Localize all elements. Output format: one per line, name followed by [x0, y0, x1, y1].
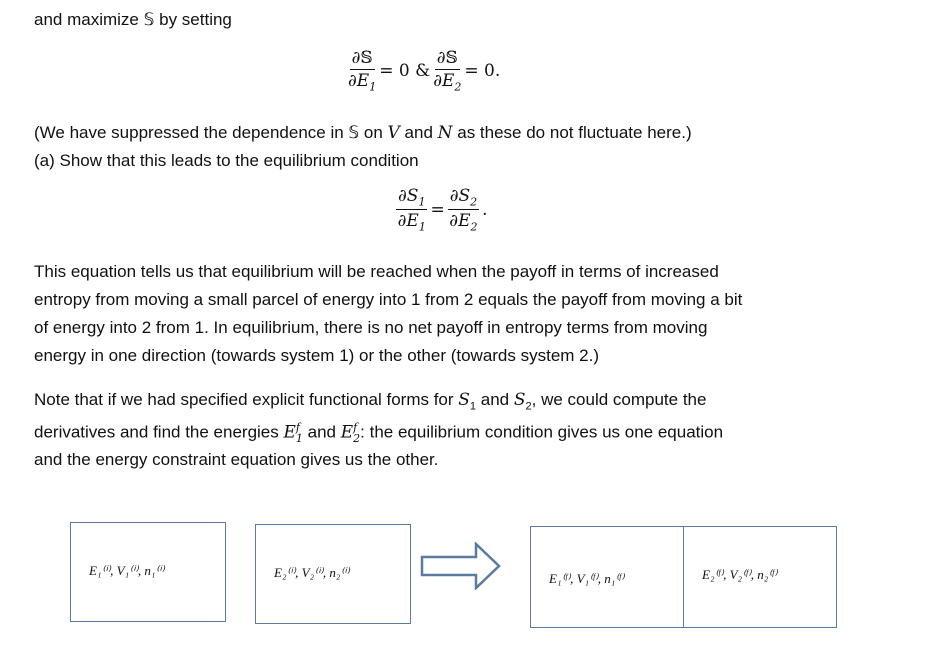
denominator: $\partial E_2$: [433, 71, 462, 94]
final-system-1-box: [530, 526, 684, 628]
paragraph-line: entropy from moving a small parcel of energy into 1 from 2 equals the payoff from moving a bit: [34, 290, 743, 309]
paragraph-line: Note that if we had specified explicit functional forms for $S_1$ and $S_2$, we could compute the: [34, 390, 707, 413]
numerator: ∂𝕊: [351, 48, 373, 68]
final-system-2-box: [683, 526, 837, 628]
state-label: E₂⁽ᶠ⁾, V₂⁽ᶠ⁾, n₂⁽ᶠ⁾: [702, 567, 777, 582]
initial-system-2-box: [255, 524, 411, 624]
initial-system-1-box: [70, 522, 226, 622]
denominator: $\partial E_1$: [348, 71, 377, 94]
state-label: E₂⁽ⁱ⁾, V₂⁽ⁱ⁾, n₂⁽ⁱ⁾: [274, 565, 350, 580]
paragraph-line: derivatives and find the energies E f 1 and E f 2 : the equilibrium condition gives us one equation: [34, 421, 724, 445]
suppressed-note: (We have suppressed the dependence in 𝕊 on V and N as these do not fluctuate here.): [34, 123, 692, 143]
paragraph-line: of energy into 2 from 1. In equilibrium, there is no net payoff in entropy terms from moving: [34, 318, 708, 337]
equilibrium-equation: $\frac{\partial S_1}{\partial E_1}$ = $\frac{\partial S_2}{\partial E_2}$ .: [397, 186, 488, 234]
equals-zero: = 0.: [464, 60, 501, 81]
paragraph-line: energy in one direction (towards system 1) or the other (towards system 2.): [34, 346, 600, 365]
equals-zero-and: = 0 &: [379, 60, 431, 81]
intro-line: and maximize 𝕊 by setting: [34, 10, 232, 29]
paragraph-line: This equation tells us that equilibrium will be reached when the payoff in terms of increased: [34, 262, 719, 281]
state-label: E₁⁽ⁱ⁾, V₁⁽ⁱ⁾, n₁⁽ⁱ⁾: [89, 563, 165, 578]
state-label: E₁⁽ᶠ⁾, V₁⁽ᶠ⁾, n₁⁽ᶠ⁾: [549, 571, 624, 586]
maximize-equation: [345, 48, 500, 93]
right-arrow-icon: [420, 542, 502, 590]
numerator: ∂𝕊: [436, 48, 458, 68]
paragraph-line: and the energy constraint equation gives us the other.: [34, 450, 439, 469]
part-a-prompt: (a) Show that this leads to the equilibrium condition: [34, 151, 419, 170]
